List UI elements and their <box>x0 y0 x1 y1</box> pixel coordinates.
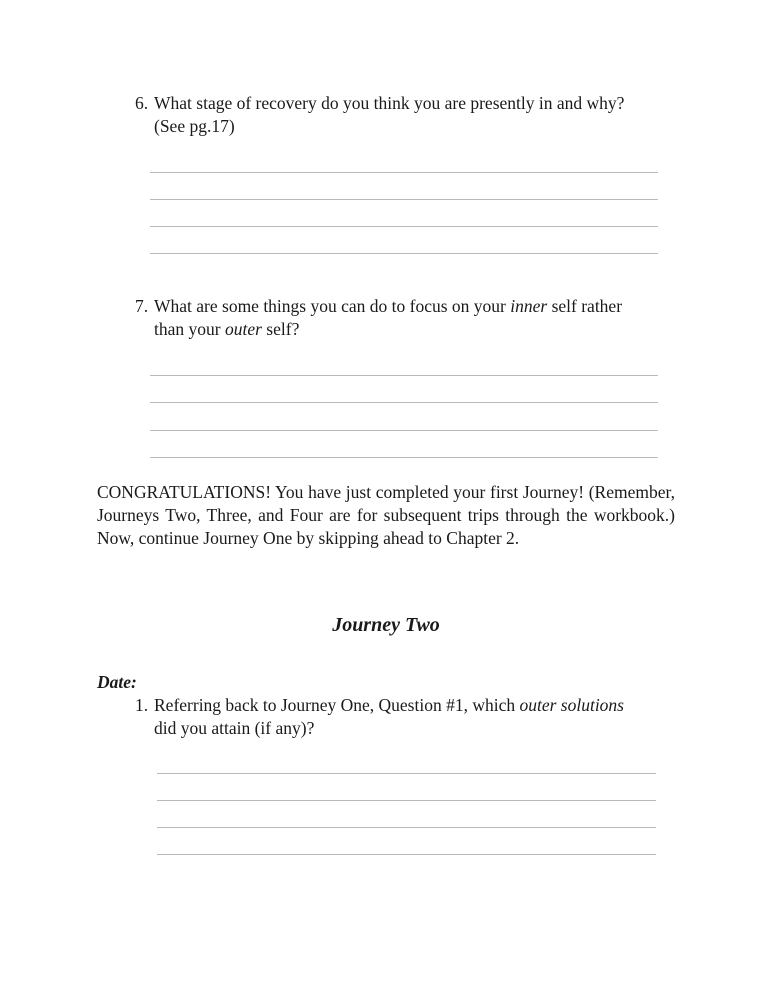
answer-line[interactable] <box>150 253 658 254</box>
question-1 <box>135 694 675 740</box>
answer-line[interactable] <box>157 800 656 801</box>
answer-line[interactable] <box>150 172 658 173</box>
question-text-continued: (See pg.17) <box>154 116 235 136</box>
question-number: 1. <box>135 695 149 715</box>
answer-line[interactable] <box>157 773 656 774</box>
question-text: What stage of recovery do you think you are presently in and why? <box>154 93 625 113</box>
answer-line[interactable] <box>150 226 658 227</box>
question-text: What are some things you can do to focus on your inner self rather <box>154 296 623 316</box>
answer-line[interactable] <box>150 375 658 376</box>
answer-line[interactable] <box>150 402 658 403</box>
answer-line[interactable] <box>157 854 656 855</box>
question-text: Referring back to Journey One, Question #1, which outer solutions <box>154 695 624 715</box>
question-6 <box>135 92 675 138</box>
answer-line[interactable] <box>157 827 656 828</box>
question-text-continued: than your outer self? <box>154 319 300 339</box>
question-7 <box>135 295 675 341</box>
answer-line[interactable] <box>150 199 658 200</box>
answer-line[interactable] <box>150 457 658 458</box>
congratulations-paragraph: CONGRATULATIONS! You have just completed your first Journey! (Remember, Journeys Two, Three, and Four are for subsequent trips through the workbook.) Now, continue Journey One by skipping ahead to Chapter 2. <box>97 482 675 548</box>
question-number: 6. <box>135 93 149 113</box>
question-number: 7. <box>135 296 149 316</box>
answer-line[interactable] <box>150 430 658 431</box>
date-label: Date: <box>97 672 137 692</box>
section-heading: Journey Two <box>332 614 440 636</box>
question-text-continued: did you attain (if any)? <box>154 718 315 738</box>
